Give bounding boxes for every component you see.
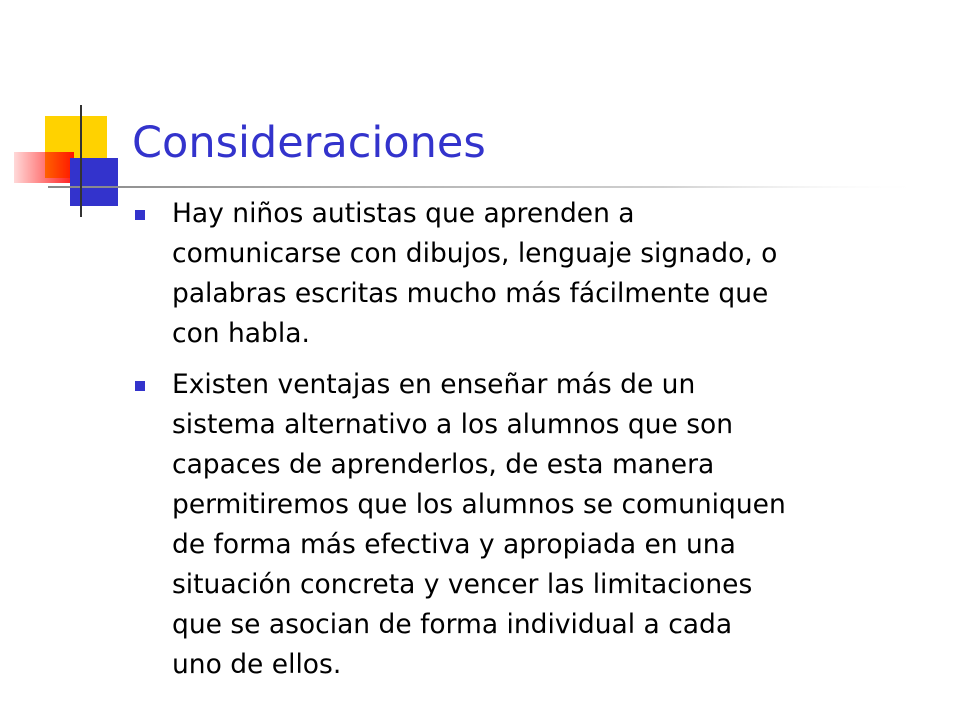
bullet-line: con habla. bbox=[172, 318, 310, 349]
vertical-rule bbox=[80, 105, 82, 217]
bullet-line: Hay niños autistas que aprenden a bbox=[172, 198, 635, 229]
bullet-line: Existen ventajas en enseñar más de un bbox=[172, 369, 696, 400]
bullet-line: que se asocian de forma individual a cada bbox=[172, 609, 733, 640]
bullet-list bbox=[172, 194, 942, 696]
bullet-line: capaces de aprenderlos, de esta manera bbox=[172, 449, 715, 480]
slide-title: Consideraciones bbox=[132, 118, 486, 168]
bullet-line: comunicarse con dibujos, lenguaje signado, o bbox=[172, 238, 778, 269]
bullet-line: situación concreta y vencer las limitaciones bbox=[172, 569, 753, 600]
square-bullet-icon bbox=[135, 381, 145, 391]
bullet-line: uno de ellos. bbox=[172, 649, 342, 680]
bullet-line: de forma más efectiva y apropiada en una bbox=[172, 529, 736, 560]
bullet-item bbox=[172, 365, 942, 685]
bullet-item bbox=[172, 194, 942, 354]
bullet-line: permitiremos que los alumnos se comuniquen bbox=[172, 489, 786, 520]
square-bullet-icon bbox=[135, 210, 145, 220]
red-gradient-square bbox=[14, 152, 74, 183]
title-underline bbox=[48, 186, 928, 188]
bullet-line: palabras escritas mucho más fácilmente que bbox=[172, 278, 769, 309]
bullet-line: sistema alternativo a los alumnos que son bbox=[172, 409, 734, 440]
blue-square bbox=[70, 158, 118, 206]
